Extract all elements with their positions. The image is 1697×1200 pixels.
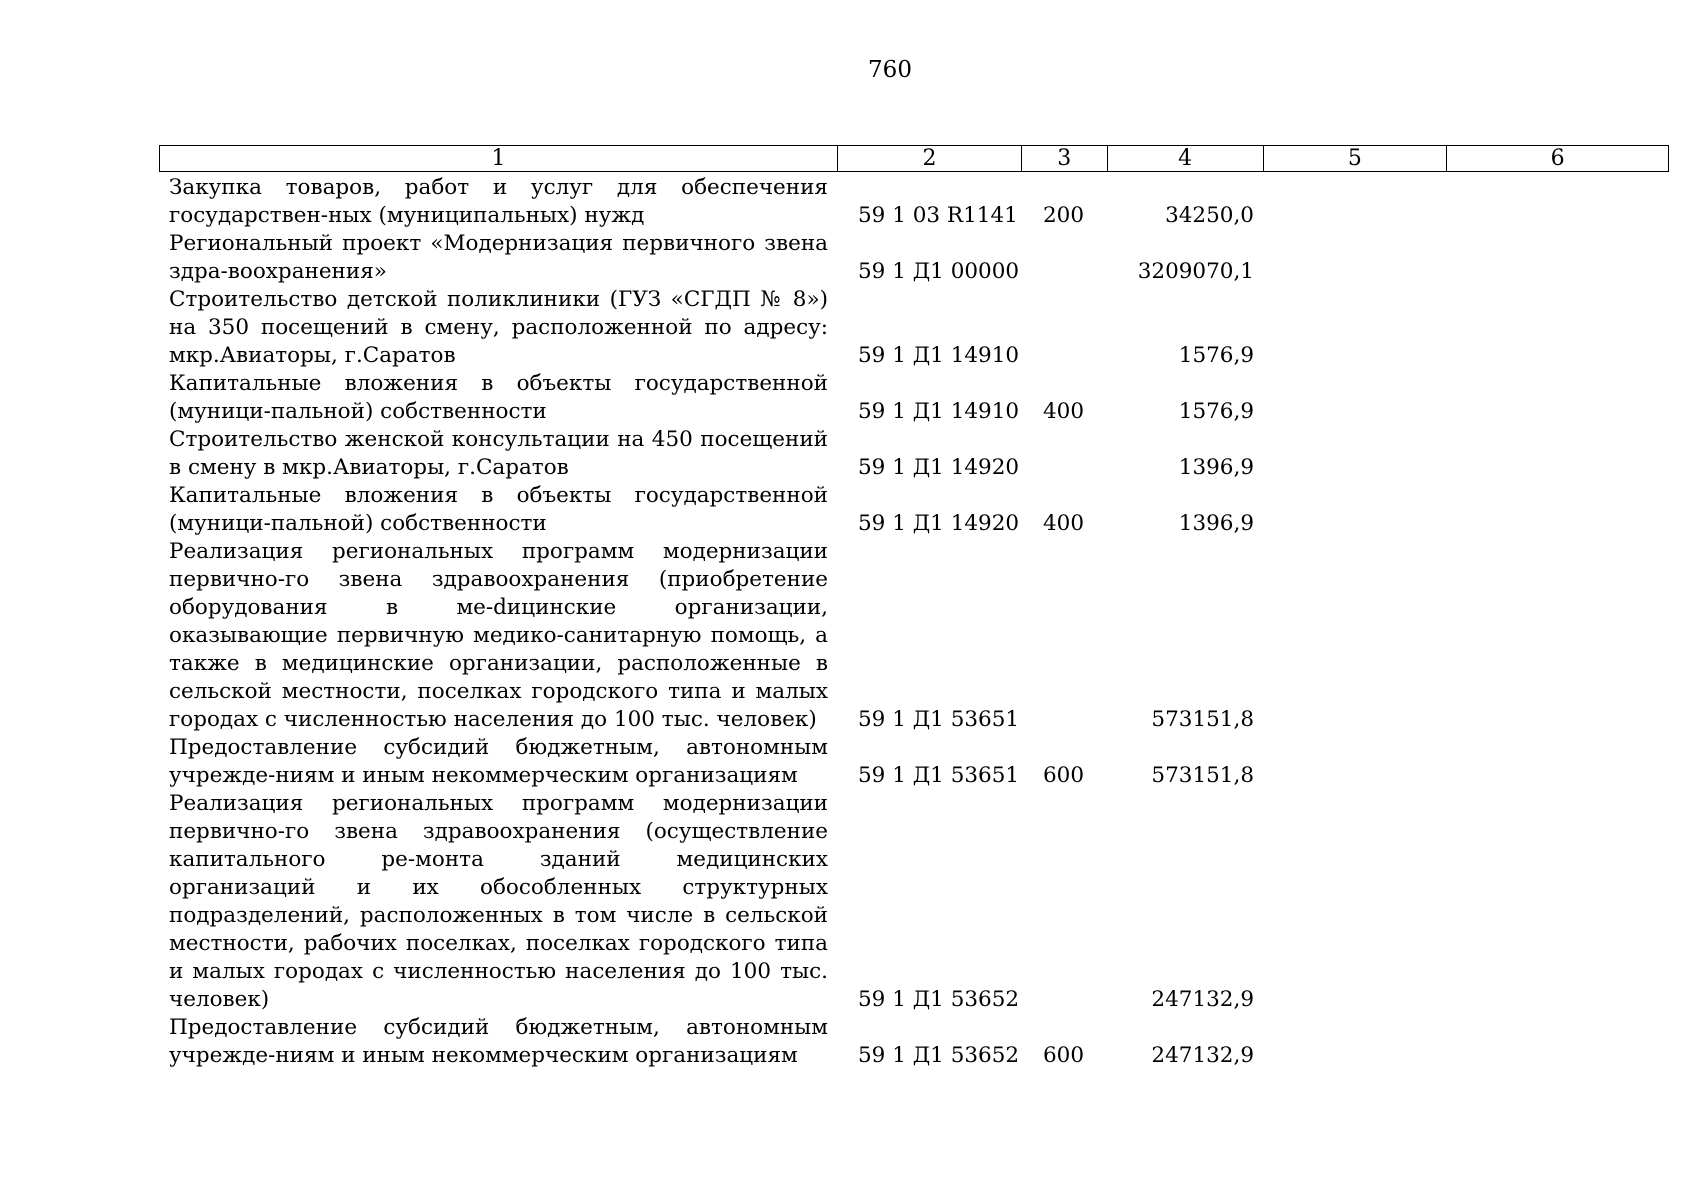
row-code: 59 1 03 R1141 — [858, 203, 1018, 228]
row-amount: 1576,9 — [1178, 343, 1254, 368]
row-description: Предоставление субсидий бюджетным, автономным учрежде-ниям и иным некоммерческим организациям — [169, 735, 828, 788]
row-description: Региональный проект «Модернизация первичного звена здра-воохранения» — [169, 231, 828, 284]
row-code: 59 1 Д1 53652 — [858, 987, 1020, 1012]
row-amount: 1576,9 — [1178, 399, 1254, 424]
column-header-5: 5 — [1264, 146, 1448, 171]
table-row — [159, 482, 1669, 538]
row-description: Закупка товаров, работ и услуг для обеспечения государствен-ных (муниципальных) нужд — [169, 175, 828, 228]
row-code: 59 1 Д1 53651 — [858, 763, 1020, 788]
row-description: Строительство детской поликлиники (ГУЗ «СГДП № 8») на 350 посещений в смену, расположенной по адресу: мкр.Авиаторы, г.Саратов — [169, 287, 828, 368]
column-header-3: 3 — [1022, 146, 1108, 171]
table-row — [159, 1014, 1669, 1070]
row-type: 400 — [1043, 511, 1085, 536]
row-code: 59 1 Д1 53651 — [858, 707, 1020, 732]
row-code: 59 1 Д1 14910 — [858, 399, 1020, 424]
row-type: 400 — [1043, 399, 1085, 424]
row-code: 59 1 Д1 14920 — [858, 455, 1020, 480]
row-code: 59 1 Д1 14910 — [858, 343, 1020, 368]
row-type: 600 — [1043, 1043, 1085, 1068]
column-header-1: 1 — [160, 146, 838, 171]
row-description: Капитальные вложения в объекты государственной (муници-пальной) собственности — [169, 371, 828, 424]
table-row — [159, 426, 1669, 482]
row-description: Строительство женской консультации на 450 посещений в смену в мкр.Авиаторы, г.Саратов — [169, 427, 828, 480]
table-body — [159, 174, 1669, 1070]
row-amount: 1396,9 — [1178, 511, 1254, 536]
page-number: 760 — [868, 57, 912, 83]
row-amount: 3209070,1 — [1137, 259, 1254, 284]
row-amount: 247132,9 — [1151, 1043, 1254, 1068]
row-description: Предоставление субсидий бюджетным, автономным учрежде-ниям и иным некоммерческим организациям — [169, 1015, 828, 1068]
column-header-2: 2 — [838, 146, 1022, 171]
row-code: 59 1 Д1 14920 — [858, 511, 1020, 536]
row-amount: 1396,9 — [1178, 455, 1254, 480]
row-type: 600 — [1043, 763, 1085, 788]
table-row — [159, 370, 1669, 426]
row-description: Реализация региональных программ модернизации первично-го звена здравоохранения (осуществление капитального ре-монта зданий медицинских организаций и их обособленных структурных подразделений, расположенных в том числе в сельской местности, рабочих поселках, поселках городского типа и малых городах с численностью населения до 100 тыс. человек) — [169, 791, 828, 1012]
row-description: Реализация региональных программ модернизации первично-го звена здравоохранения (приобретение оборудования в ме-dицинские организации, оказывающие первичную медико-санитарную помощь, а также в медицинские организации, расположенные в сельской местности, поселках городского типа и малых городах с численностью населения до 100 тыс. человек) — [169, 539, 828, 732]
table-row — [159, 734, 1669, 790]
table-row — [159, 790, 1669, 1014]
row-code: 59 1 Д1 53652 — [858, 1043, 1020, 1068]
row-description: Капитальные вложения в объекты государственной (муници-пальной) собственности — [169, 483, 828, 536]
row-amount: 247132,9 — [1151, 987, 1254, 1012]
row-code: 59 1 Д1 00000 — [858, 259, 1020, 284]
table-row — [159, 286, 1669, 370]
table-row — [159, 174, 1669, 230]
column-header-6: 6 — [1550, 146, 1565, 171]
column-header-4: 4 — [1108, 146, 1264, 171]
row-amount: 573151,8 — [1151, 763, 1254, 788]
table-row — [159, 230, 1669, 286]
row-type: 200 — [1043, 203, 1085, 228]
table-row — [159, 538, 1669, 734]
row-amount: 573151,8 — [1151, 707, 1254, 732]
table-header-row — [159, 145, 1669, 172]
row-amount: 34250,0 — [1165, 203, 1254, 228]
